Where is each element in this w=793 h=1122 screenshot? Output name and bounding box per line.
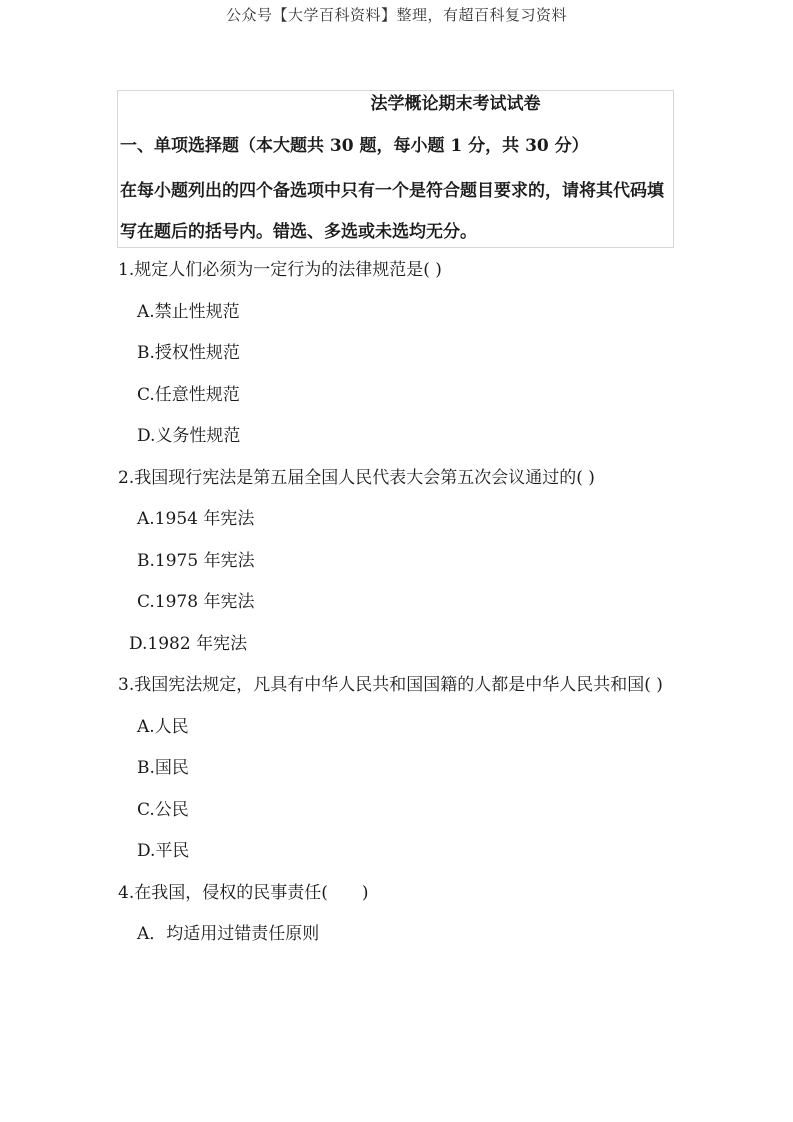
question-option: B.国民 [137,758,189,778]
question-list [118,250,678,956]
question-stem: 3.我国宪法规定，凡具有中华人民共和国国籍的人都是中华人民共和国( ) [118,675,663,695]
instructions: 在每小题列出的四个备选项中只有一个是符合题目要求的，请将其代码填写在题后的括号内。错选、多选或未选均无分。 [120,181,664,242]
question-option: A．均适用过错责任原则 [137,924,320,944]
section-heading: 一、单项选择题（本大题共 30 题，每小题 1 分，共 30 分） [120,136,589,156]
question-option: C.公民 [137,799,189,820]
question-option: D.平民 [137,841,190,861]
question-option: B.1975 年宪法 [137,550,255,571]
question-stem: 1.规定人们必须为一定行为的法律规范是( ) [118,260,442,280]
question-stem: 4.在我国，侵权的民事责任( ) [118,882,369,903]
question-option: A.1954 年宪法 [137,509,255,529]
question-option: D.1982 年宪法 [129,633,248,654]
title-box [117,90,674,248]
header-note: 公众号【大学百科资料】整理，有超百科复习资料 [225,6,567,24]
question-option: C.1978 年宪法 [137,592,255,612]
question-option: C.任意性规范 [137,384,240,405]
document-title: 法学概论期末考试试卷 [370,94,541,114]
question-option: B.授权性规范 [137,343,240,363]
question-option: A.禁止性规范 [137,301,240,322]
question-option: A.人民 [137,716,189,737]
question-option: D.义务性规范 [137,426,241,446]
question-stem: 2.我国现行宪法是第五届全国人民代表大会第五次会议通过的( ) [118,467,595,488]
